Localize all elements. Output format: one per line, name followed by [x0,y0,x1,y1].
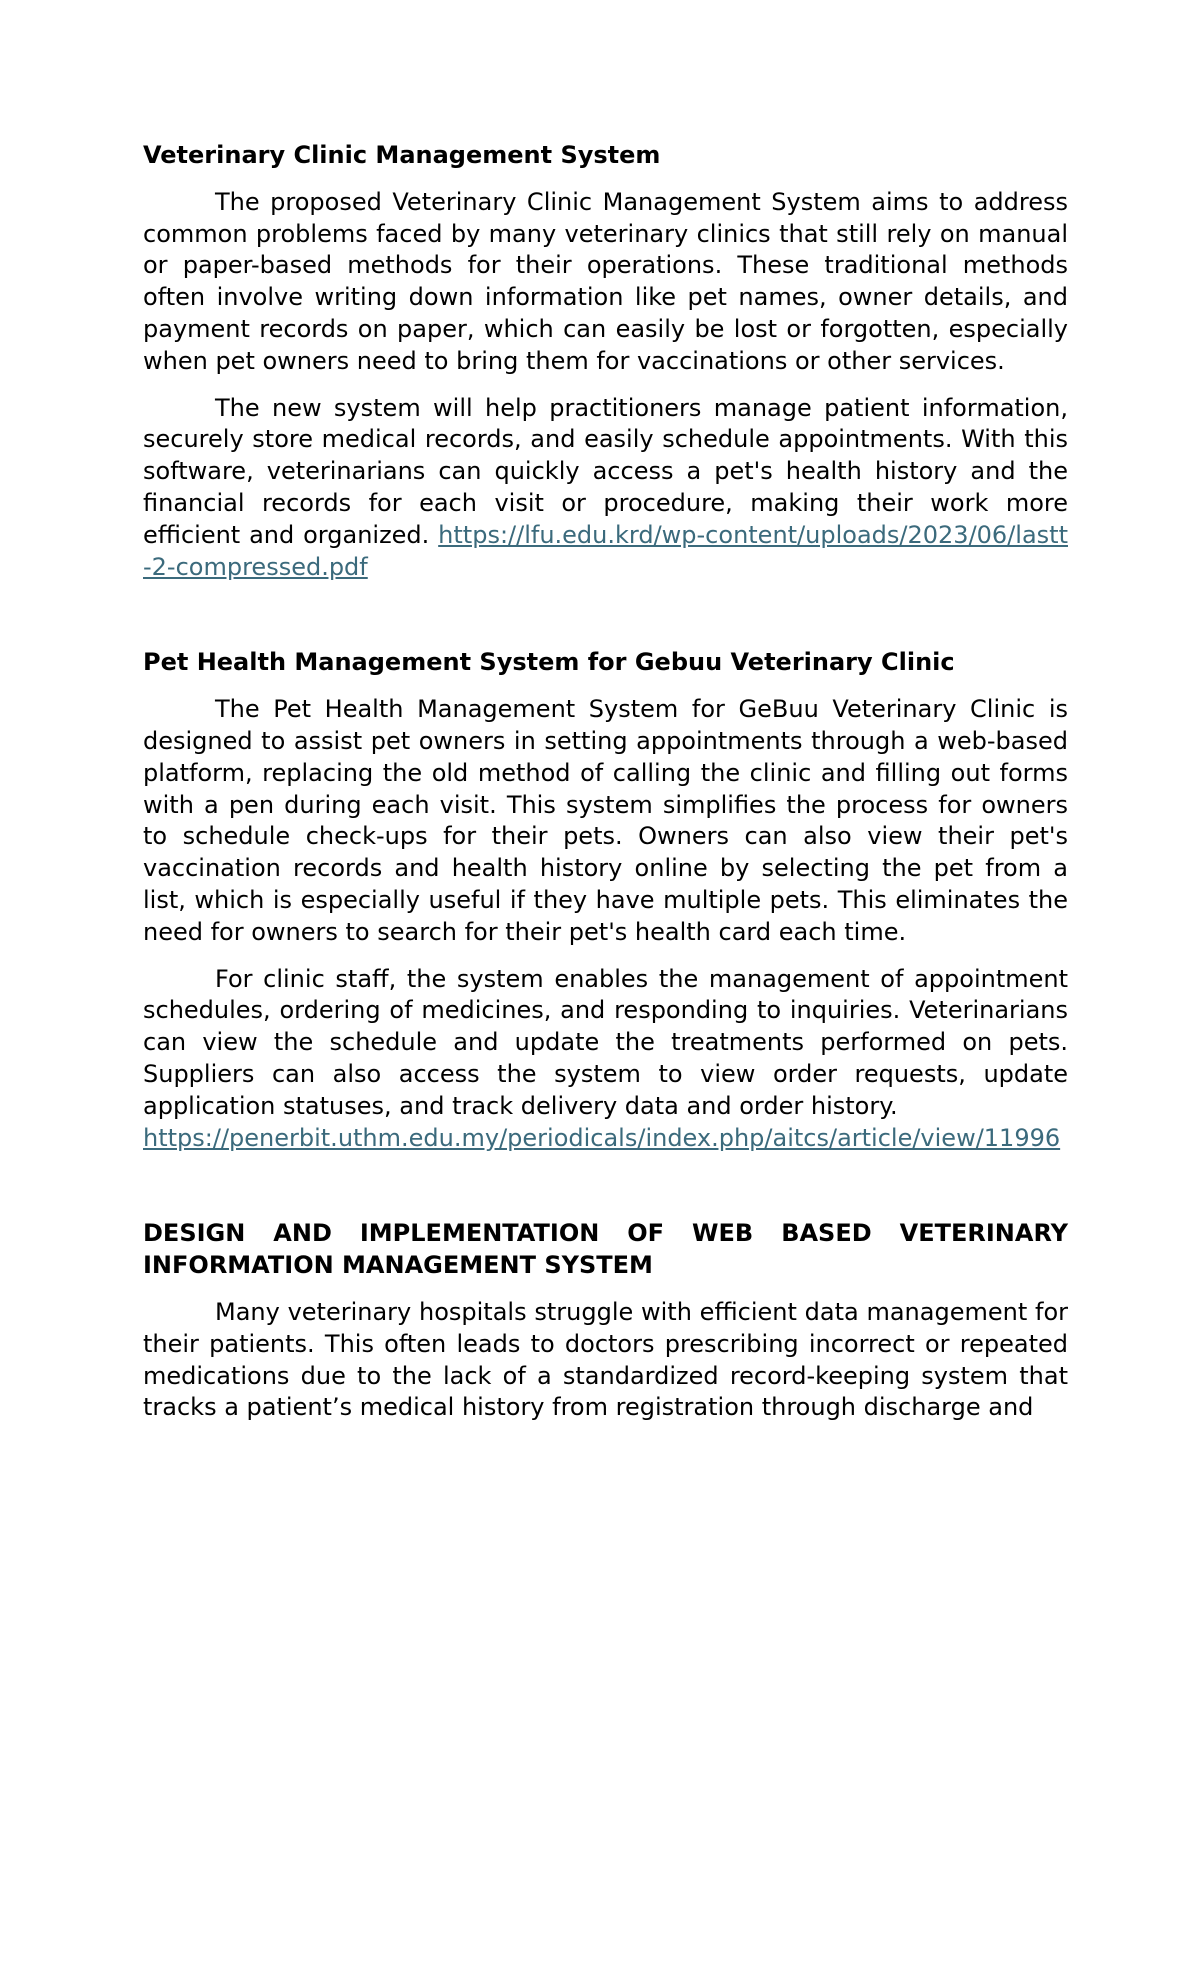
body-paragraph: For clinic staff, the system enables the management of appointment schedules, ordering of medicines, and responding to inquiries. Veterinarians can view the schedule and update the treatments performed on pets. Suppliers can also access the system to view order requests, update application statuses, and track delivery data and order history. [143,964,1068,1120]
body-paragraph-text: The new system will help practitioners manage patient information, securely store medical records, and easily schedule appointments. With this software, veterinarians can quickly access a pet's health history and the financial records for each visit or procedure, making their work more efficient and organized. [143,393,1068,549]
document-page [143,140,1068,1424]
section-heading: Veterinary Clinic Management System [143,141,661,169]
reference-link[interactable]: https://penerbit.uthm.edu.my/periodicals/index.php/aitcs/article/view/11996 [143,1123,1061,1152]
body-paragraph: Many veterinary hospitals struggle with efficient data management for their patients. This often leads to doctors prescribing incorrect or repeated medications due to the lack of a standardized record-keeping system that tracks a patient’s medical history from registration through discharge and [143,1297,1068,1422]
section-pet-health-management [143,647,1068,1154]
section-heading: Pet Health Management System for Gebuu Veterinary Clinic [143,648,955,677]
section-veterinary-clinic-management [143,140,1068,583]
body-paragraph: The Pet Health Management System for GeBuu Veterinary Clinic is designed to assist pet owners in setting appointments through a web-based platform, replacing the old method of calling the clinic and filling out forms with a pen during each visit. This system simplifies the process for owners to schedule check-ups for their pets. Owners can also view their pet's vaccination records and health history online by selecting the pet from a list, which is especially useful if they have multiple pets. This eliminates the need for owners to search for their pet's health card each time. [143,695,1068,946]
body-paragraph: The proposed Veterinary Clinic Management System aims to address common problems faced by many veterinary clinics that still rely on manual or paper-based methods for their operations. These traditional methods often involve writing down information like pet names, owner details, and payment records on paper, which can easily be lost or forgotten, especially when pet owners need to bring them for vaccinations or other services. [143,187,1068,375]
section-heading: DESIGN AND IMPLEMENTATION OF WEB BASED VETERINARY INFORMATION MANAGEMENT SYSTEM [143,1219,1068,1280]
body-paragraph-with-link [143,393,1068,584]
reference-link[interactable]: https://lfu.edu.krd/wp-content/uploads/2023/06/lastt-2-compressed.pdf [143,520,1068,581]
reference-link-line [143,1123,1068,1155]
section-web-based-veterinary-ims [143,1218,1068,1424]
